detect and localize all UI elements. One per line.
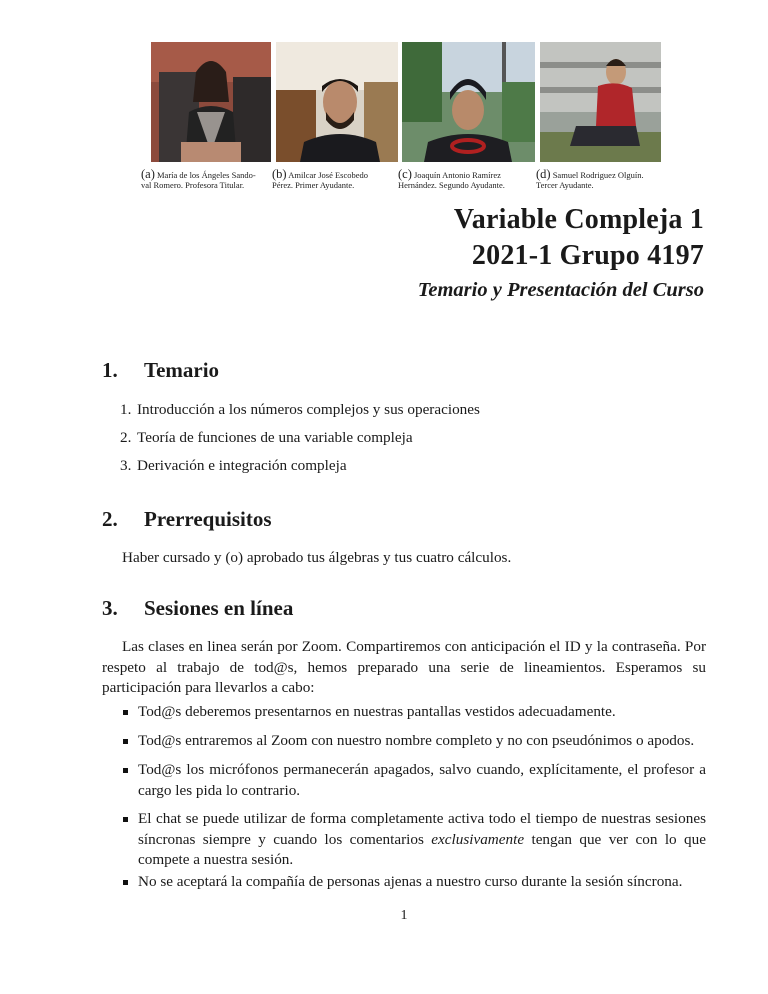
- caption-text: Samuel Rodriguez Olguín.: [552, 170, 644, 180]
- section-number: 2.: [102, 507, 118, 531]
- temario-item: [120, 401, 480, 419]
- bullet-marker: [123, 710, 128, 715]
- caption-label: (a): [141, 167, 155, 181]
- guideline-item: [120, 702, 706, 723]
- caption-text: María de los Ángeles Sando-: [157, 170, 256, 180]
- bullet-marker: [123, 768, 128, 773]
- course-subtitle: Temario y Presentación del Curso: [417, 279, 704, 301]
- caption-text: Joaquín Antonio Ramírez: [414, 170, 501, 180]
- caption-text: Amilcar José Escobedo: [288, 170, 369, 180]
- photo-professor: [151, 42, 271, 162]
- guideline-text-end: tengan que ver con lo que compete a nuestra sesión.: [138, 830, 706, 869]
- guideline-text: Tod@s los micrófonos permanecerán apagados, salvo cuando, explícitamente, el profesor a cargo les pida lo contrario.: [138, 761, 706, 799]
- section-title: Prerrequisitos: [144, 507, 272, 531]
- photo-second-assistant: [402, 42, 535, 162]
- caption-label: (d): [536, 167, 551, 181]
- prerrequisitos-text: Haber cursado y (o) aprobado tus álgebras y tus cuatro cálculos.: [122, 549, 512, 566]
- photo-third-assistant: [540, 42, 661, 162]
- caption-label: (b): [272, 167, 287, 181]
- item-text: Derivación e integración compleja: [137, 457, 347, 474]
- section-title: Temario: [144, 358, 220, 382]
- sesiones-intro-text: Las clases en linea serán por Zoom. Compartiremos con anticipación el ID y la contraseña. Por respeto al trabajo de tod@s, hemos preparado una serie de lineamientos. Esperamos su participación para llevarlos a cabo:: [102, 638, 706, 697]
- caption-text: Pérez. Primer Ayudante.: [272, 180, 355, 190]
- bullet-marker: [123, 739, 128, 744]
- course-title: Variable Compleja 1: [453, 204, 704, 235]
- guideline-item: [120, 809, 706, 871]
- section-title: Sesiones en línea: [144, 596, 294, 620]
- caption-text: Hernández. Segundo Ayudante.: [398, 180, 505, 190]
- caption-a: [141, 169, 273, 190]
- temario-item: [120, 457, 347, 475]
- guideline-text: Tod@s entraremos al Zoom con nuestro nombre completo y no con pseudónimos o apodos.: [138, 732, 695, 749]
- guideline-item: [120, 872, 706, 893]
- section-heading-sesiones: [102, 596, 293, 621]
- caption-text: Tercer Ayudante.: [536, 180, 594, 190]
- item-text: Introducción a los números complejos y sus operaciones: [137, 401, 480, 418]
- guideline-text: [138, 809, 706, 871]
- bullet-marker: [123, 817, 128, 822]
- section-heading-temario: [102, 358, 219, 383]
- sesiones-intro: [102, 637, 706, 699]
- section-heading-prerrequisitos: [102, 507, 272, 532]
- caption-text: val Romero. Profesora Titular.: [141, 180, 245, 190]
- guideline-item: [120, 760, 706, 801]
- course-group: 2021-1 Grupo 4197: [471, 240, 704, 271]
- item-number: 1.: [120, 401, 132, 418]
- photo-first-assistant: [276, 42, 398, 162]
- page-number: 1: [400, 908, 408, 923]
- guideline-text: No se aceptará la compañía de personas ajenas a nuestro curso durante la sesión síncrona.: [138, 873, 683, 890]
- section-number: 3.: [102, 596, 118, 620]
- guideline-text-start: El chat se puede utilizar de forma completamente activa todo el tiempo de nuestras sesiones síncronas siempre y cuando los comentarios: [138, 810, 706, 848]
- caption-label: (c): [398, 167, 412, 181]
- item-number: 2.: [120, 429, 132, 446]
- emphasis-text: exclusivamente: [431, 830, 525, 848]
- item-text: Teoría de funciones de una variable compleja: [137, 429, 413, 446]
- caption-d: [536, 169, 670, 190]
- temario-item: [120, 429, 413, 447]
- bullet-marker: [123, 880, 128, 885]
- caption-b: [272, 169, 400, 190]
- guideline-text: Tod@s deberemos presentarnos en nuestras pantallas vestidos adecuadamente.: [138, 703, 616, 720]
- guideline-item: [120, 731, 706, 752]
- item-number: 3.: [120, 457, 132, 474]
- caption-c: [398, 169, 538, 190]
- section-number: 1.: [102, 358, 118, 382]
